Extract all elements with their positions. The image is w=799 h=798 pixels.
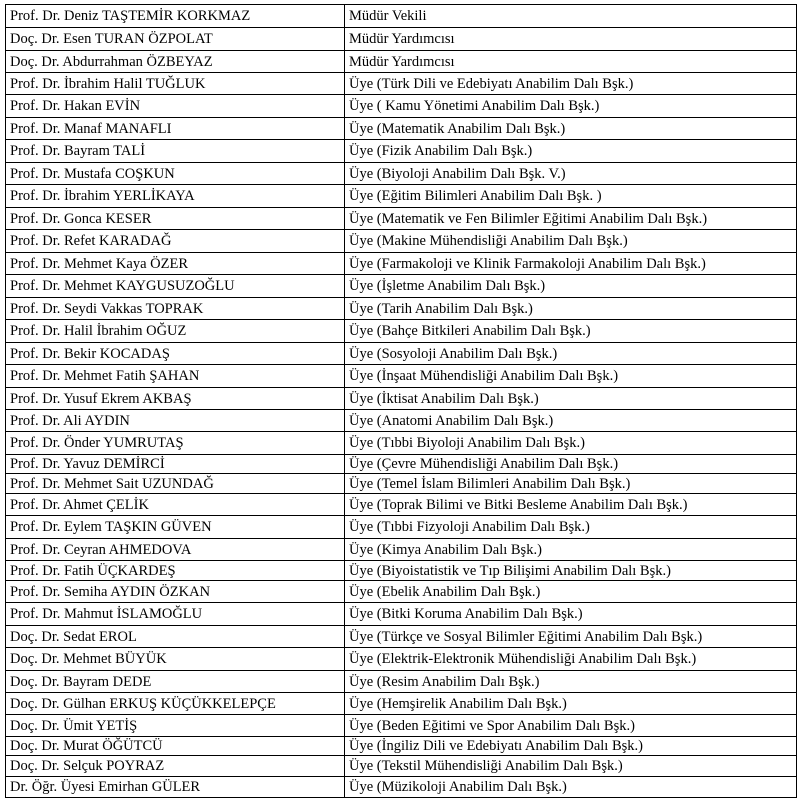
table-row — [6, 715, 797, 737]
member-name-cell: Prof. Dr. Mahmut İSLAMOĞLU — [6, 603, 345, 626]
member-name-cell: Prof. Dr. Hakan EVİN — [6, 95, 345, 118]
member-role-cell: Üye (Matematik Anabilim Dalı Bşk.) — [345, 118, 797, 140]
member-role-cell: Üye (Resim Anabilim Dalı Bşk.) — [345, 671, 797, 693]
table-row — [6, 185, 797, 208]
table-row — [6, 737, 797, 756]
member-role-cell: Üye (Eğitim Bilimleri Anabilim Dalı Bşk. ) — [345, 185, 797, 208]
member-role-cell: Üye (Tıbbi Biyoloji Anabilim Dalı Bşk.) — [345, 432, 797, 455]
member-role-cell: Üye (İnşaat Mühendisliği Anabilim Dalı Bşk.) — [345, 365, 797, 388]
table-row — [6, 163, 797, 185]
member-name-cell: Prof. Dr. Halil İbrahim OĞUZ — [6, 320, 345, 343]
table-row — [6, 343, 797, 365]
table-row — [6, 298, 797, 320]
member-role-cell: Üye (Müzikoloji Anabilim Dalı Bşk.) — [345, 777, 797, 798]
member-role-cell: Üye (Hemşirelik Anabilim Dalı Bşk.) — [345, 693, 797, 715]
member-role-cell: Üye (İktisat Anabilim Dalı Bşk.) — [345, 388, 797, 410]
member-name-cell: Prof. Dr. Manaf MANAFLI — [6, 118, 345, 140]
table-row — [6, 626, 797, 648]
table-row — [6, 494, 797, 516]
member-name-cell: Prof. Dr. Mehmet Fatih ŞAHAN — [6, 365, 345, 388]
table-row — [6, 474, 797, 494]
member-role-cell: Üye (Elektrik-Elektronik Mühendisliği Anabilim Dalı Bşk.) — [345, 648, 797, 671]
member-name-cell: Prof. Dr. İbrahim YERLİKAYA — [6, 185, 345, 208]
member-name-cell: Prof. Dr. Refet KARADAĞ — [6, 230, 345, 253]
member-role-cell: Üye (Biyoistatistik ve Tıp Bilişimi Anabilim Dalı Bşk.) — [345, 561, 797, 581]
member-name-cell: Prof. Dr. Bayram TALİ — [6, 140, 345, 163]
member-role-cell: Üye (Türkçe ve Sosyal Bilimler Eğitimi Anabilim Dalı Bşk.) — [345, 626, 797, 648]
member-name-cell: Prof. Dr. Ahmet ÇELİK — [6, 494, 345, 516]
table-row — [6, 648, 797, 671]
table-row — [6, 73, 797, 95]
member-role-cell: Üye (Toprak Bilimi ve Bitki Besleme Anabilim Dalı Bşk.) — [345, 494, 797, 516]
committee-members-table — [5, 4, 797, 798]
table-row — [6, 253, 797, 275]
table-row — [6, 516, 797, 539]
member-name-cell: Doç. Dr. Sedat EROL — [6, 626, 345, 648]
member-name-cell: Doç. Dr. Murat ÖĞÜTCÜ — [6, 737, 345, 756]
table-row — [6, 140, 797, 163]
member-role-cell: Üye (İngiliz Dili ve Edebiyatı Anabilim Dalı Bşk.) — [345, 737, 797, 756]
member-name-cell: Prof. Dr. Ali AYDIN — [6, 410, 345, 432]
member-role-cell: Üye (Biyoloji Anabilim Dalı Bşk. V.) — [345, 163, 797, 185]
member-role-cell: Üye (Makine Mühendisliği Anabilim Dalı Bşk.) — [345, 230, 797, 253]
table-row — [6, 230, 797, 253]
member-role-cell: Üye (Ebelik Anabilim Dalı Bşk.) — [345, 581, 797, 603]
member-role-cell: Üye (Çevre Mühendisliği Anabilim Dalı Bşk.) — [345, 455, 797, 474]
table-row — [6, 28, 797, 51]
member-role-cell: Üye (Farmakoloji ve Klinik Farmakoloji Anabilim Dalı Bşk.) — [345, 253, 797, 275]
table-row — [6, 693, 797, 715]
member-name-cell: Prof. Dr. Bekir KOCADAŞ — [6, 343, 345, 365]
table-row — [6, 432, 797, 455]
table-row — [6, 95, 797, 118]
member-name-cell: Doç. Dr. Gülhan ERKUŞ KÜÇÜKKELEPÇE — [6, 693, 345, 715]
table-row — [6, 455, 797, 474]
member-role-cell: Üye (Tarih Anabilim Dalı Bşk.) — [345, 298, 797, 320]
member-role-cell: Müdür Yardımcısı — [345, 28, 797, 51]
member-role-cell: Üye ( Kamu Yönetimi Anabilim Dalı Bşk.) — [345, 95, 797, 118]
member-name-cell: Prof. Dr. Mehmet KAYGUSUZOĞLU — [6, 275, 345, 298]
member-name-cell: Doç. Dr. Abdurrahman ÖZBEYAZ — [6, 51, 345, 73]
member-role-cell: Üye (Temel İslam Bilimleri Anabilim Dalı Bşk.) — [345, 474, 797, 494]
member-role-cell: Üye (Anatomi Anabilim Dalı Bşk.) — [345, 410, 797, 432]
member-name-cell: Prof. Dr. Önder YUMRUTAŞ — [6, 432, 345, 455]
table-row — [6, 5, 797, 28]
member-role-cell: Üye (Tıbbi Fizyoloji Anabilim Dalı Bşk.) — [345, 516, 797, 539]
member-name-cell: Prof. Dr. Semiha AYDIN ÖZKAN — [6, 581, 345, 603]
member-role-cell: Üye (Sosyoloji Anabilim Dalı Bşk.) — [345, 343, 797, 365]
member-name-cell: Prof. Dr. Yusuf Ekrem AKBAŞ — [6, 388, 345, 410]
table-row — [6, 320, 797, 343]
member-role-cell: Üye (Bahçe Bitkileri Anabilim Dalı Bşk.) — [345, 320, 797, 343]
member-name-cell: Prof. Dr. İbrahim Halil TUĞLUK — [6, 73, 345, 95]
member-name-cell: Prof. Dr. Deniz TAŞTEMİR KORKMAZ — [6, 5, 345, 28]
member-name-cell: Prof. Dr. Yavuz DEMİRCİ — [6, 455, 345, 474]
member-role-cell: Müdür Vekili — [345, 5, 797, 28]
member-name-cell: Prof. Dr. Mehmet Kaya ÖZER — [6, 253, 345, 275]
member-role-cell: Üye (Türk Dili ve Edebiyatı Anabilim Dalı Bşk.) — [345, 73, 797, 95]
table-row — [6, 275, 797, 298]
member-name-cell: Prof. Dr. Mehmet Sait UZUNDAĞ — [6, 474, 345, 494]
committee-members-body — [6, 5, 797, 798]
table-row — [6, 756, 797, 777]
table-row — [6, 561, 797, 581]
member-role-cell: Üye (Matematik ve Fen Bilimler Eğitimi Anabilim Dalı Bşk.) — [345, 208, 797, 230]
table-row — [6, 581, 797, 603]
member-name-cell: Prof. Dr. Mustafa COŞKUN — [6, 163, 345, 185]
member-name-cell: Prof. Dr. Gonca KESER — [6, 208, 345, 230]
member-name-cell: Dr. Öğr. Üyesi Emirhan GÜLER — [6, 777, 345, 798]
member-role-cell: Üye (Fizik Anabilim Dalı Bşk.) — [345, 140, 797, 163]
table-row — [6, 51, 797, 73]
member-role-cell: Üye (İşletme Anabilim Dalı Bşk.) — [345, 275, 797, 298]
table-row — [6, 410, 797, 432]
table-row — [6, 777, 797, 798]
member-name-cell: Doç. Dr. Ümit YETİŞ — [6, 715, 345, 737]
member-name-cell: Prof. Dr. Seydi Vakkas TOPRAK — [6, 298, 345, 320]
member-name-cell: Doç. Dr. Bayram DEDE — [6, 671, 345, 693]
member-role-cell: Üye (Bitki Koruma Anabilim Dalı Bşk.) — [345, 603, 797, 626]
member-name-cell: Doç. Dr. Esen TURAN ÖZPOLAT — [6, 28, 345, 51]
member-name-cell: Prof. Dr. Eylem TAŞKIN GÜVEN — [6, 516, 345, 539]
table-row — [6, 365, 797, 388]
member-name-cell: Doç. Dr. Mehmet BÜYÜK — [6, 648, 345, 671]
member-role-cell: Müdür Yardımcısı — [345, 51, 797, 73]
member-role-cell: Üye (Beden Eğitimi ve Spor Anabilim Dalı Bşk.) — [345, 715, 797, 737]
member-name-cell: Doç. Dr. Selçuk POYRAZ — [6, 756, 345, 777]
table-row — [6, 208, 797, 230]
member-role-cell: Üye (Kimya Anabilim Dalı Bşk.) — [345, 539, 797, 561]
table-row — [6, 118, 797, 140]
table-row — [6, 671, 797, 693]
table-row — [6, 539, 797, 561]
member-name-cell: Prof. Dr. Ceyran AHMEDOVA — [6, 539, 345, 561]
table-row — [6, 388, 797, 410]
table-row — [6, 603, 797, 626]
member-name-cell: Prof. Dr. Fatih ÜÇKARDEŞ — [6, 561, 345, 581]
member-role-cell: Üye (Tekstil Mühendisliği Anabilim Dalı Bşk.) — [345, 756, 797, 777]
